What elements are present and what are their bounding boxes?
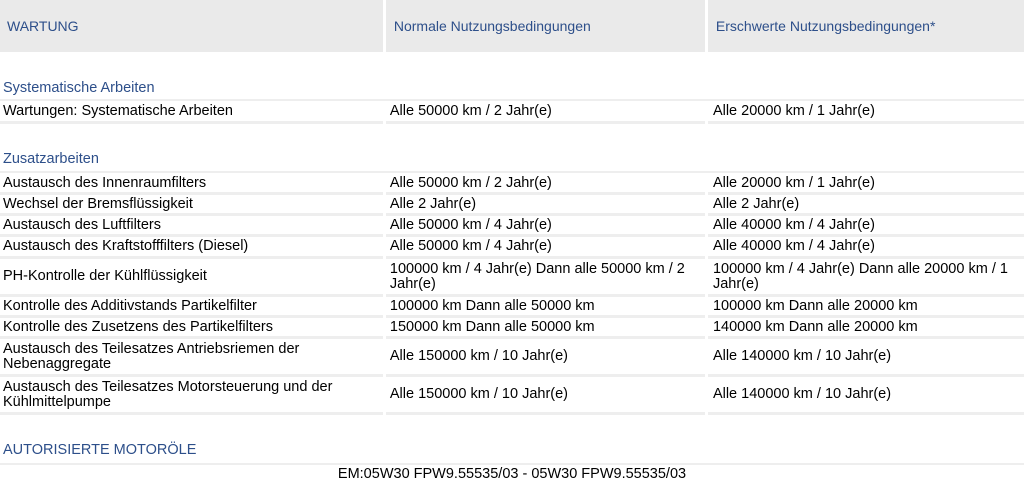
engine-oil-spec: EM:05W30 FPW9.55535/03 - 05W30 FPW9.55535/03 [337,466,687,482]
header-severe-conditions: Erschwerte Nutzungsbedingungen* [708,0,1024,52]
severe-interval-cell: 100000 km / 4 Jahr(e) Dann alle 20000 km / 1 Jahr(e) [708,259,1024,297]
normal-interval-cell: 100000 km Dann alle 50000 km [386,297,705,318]
table-row [0,102,1024,124]
section-title-systematic: Systematische Arbeiten [3,80,155,96]
task-cell: PH-Kontrolle der Kühlflüssigkeit [0,259,383,297]
severe-interval-cell: Alle 2 Jahr(e) [708,195,1024,216]
header-maintenance: WARTUNG [0,0,383,52]
normal-interval-cell: Alle 50000 km / 2 Jahr(e) [386,102,705,124]
table-row [0,216,1024,237]
severe-interval-cell: Alle 20000 km / 1 Jahr(e) [708,174,1024,195]
normal-interval-cell: 150000 km Dann alle 50000 km [386,318,705,339]
task-cell: Austausch des Teilesatzes Motorsteuerung und der Kühlmittelpumpe [0,377,383,415]
normal-interval-cell: Alle 150000 km / 10 Jahr(e) [386,377,705,415]
table-row [0,174,1024,195]
task-cell: Austausch des Kraftstofffilters (Diesel) [0,237,383,259]
section-title-additional: Zusatzarbeiten [3,151,99,167]
task-cell: Wechsel der Bremsflüssigkeit [0,195,383,216]
task-cell: Wartungen: Systematische Arbeiten [0,102,383,124]
table-row [0,195,1024,216]
severe-interval-cell: Alle 40000 km / 4 Jahr(e) [708,216,1024,237]
severe-interval-cell: 100000 km Dann alle 20000 km [708,297,1024,318]
normal-interval-cell: Alle 50000 km / 2 Jahr(e) [386,174,705,195]
section-title-engine-oils: AUTORISIERTE MOTORÖLE [3,442,197,458]
task-cell: Austausch des Innenraumfilters [0,174,383,195]
table-row [0,318,1024,339]
table-row [0,339,1024,377]
table-row [0,259,1024,297]
section-divider [0,171,1024,173]
table-row [0,237,1024,259]
task-cell: Kontrolle des Zusetzens des Partikelfilters [0,318,383,339]
severe-interval-cell: Alle 40000 km / 4 Jahr(e) [708,237,1024,259]
table-row [0,377,1024,415]
section-divider [0,463,1024,465]
table-row [0,297,1024,318]
normal-interval-cell: Alle 50000 km / 4 Jahr(e) [386,216,705,237]
table-header [0,0,1024,52]
header-normal-conditions: Normale Nutzungsbedingungen [386,0,705,52]
task-cell: Austausch des Luftfilters [0,216,383,237]
task-cell: Kontrolle des Additivstands Partikelfilter [0,297,383,318]
task-cell: Austausch des Teilesatzes Antriebsriemen der Nebenaggregate [0,339,383,377]
normal-interval-cell: Alle 50000 km / 4 Jahr(e) [386,237,705,259]
normal-interval-cell: Alle 150000 km / 10 Jahr(e) [386,339,705,377]
section-divider [0,99,1024,101]
severe-interval-cell: Alle 20000 km / 1 Jahr(e) [708,102,1024,124]
severe-interval-cell: Alle 140000 km / 10 Jahr(e) [708,377,1024,415]
normal-interval-cell: 100000 km / 4 Jahr(e) Dann alle 50000 km / 2 Jahr(e) [386,259,705,297]
severe-interval-cell: Alle 140000 km / 10 Jahr(e) [708,339,1024,377]
severe-interval-cell: 140000 km Dann alle 20000 km [708,318,1024,339]
normal-interval-cell: Alle 2 Jahr(e) [386,195,705,216]
